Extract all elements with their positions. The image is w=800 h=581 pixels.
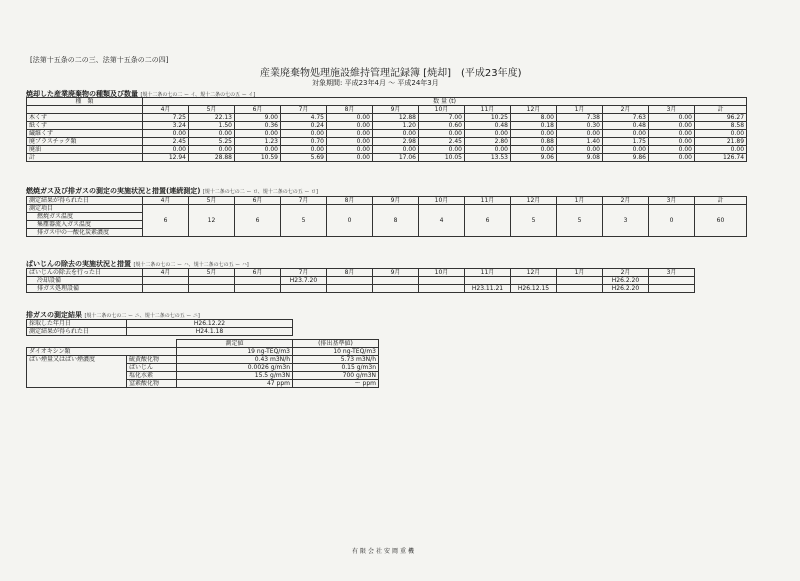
combustion-section-title xyxy=(26,186,318,196)
month-header: 8月 xyxy=(327,197,373,205)
waste-qty-cell: 0.00 xyxy=(327,114,373,122)
dust-date-cell xyxy=(557,285,603,293)
dust-date-cell: H23.7.20 xyxy=(281,277,327,285)
waste-type-name: 廃プラスチック類 xyxy=(27,138,143,146)
dust-title-text: ばいじんの除去の実施状況と措置 xyxy=(26,260,131,268)
target-period: 対象期間: 平成23年4月 ～ 平成24年3月 xyxy=(312,79,439,87)
waste-qty-cell: 7.38 xyxy=(557,114,603,122)
waste-qty-cell: 0.00 xyxy=(557,130,603,138)
waste-qty-cell: 0.00 xyxy=(603,146,649,154)
month-header: 5月 xyxy=(189,197,235,205)
waste-qty-cell: 2.80 xyxy=(465,138,511,146)
month-header: 11月 xyxy=(465,197,511,205)
month-header: 4月 xyxy=(143,197,189,205)
waste-qty-cell: 0.00 xyxy=(465,146,511,154)
waste-qty-cell: 0.00 xyxy=(419,146,465,154)
dust-date-cell xyxy=(143,277,189,285)
dust-date-cell xyxy=(327,285,373,293)
waste-qty-cell: 0.00 xyxy=(235,146,281,154)
month-header: 11月 xyxy=(465,269,511,277)
waste-qty-cell: 0.48 xyxy=(603,122,649,130)
waste-qty-cell: 0.00 xyxy=(189,146,235,154)
dust-date-cell xyxy=(649,277,695,285)
dust-date-cell xyxy=(419,285,465,293)
dust-date-cell xyxy=(649,285,695,293)
waste-title-text: 焼却した産業廃棄物の種類及び数量 xyxy=(26,90,138,98)
waste-qty-cell: 1.20 xyxy=(373,122,419,130)
month-header: 4月 xyxy=(143,269,189,277)
dust-date-cell xyxy=(189,277,235,285)
waste-qty-cell: 0.00 xyxy=(373,146,419,154)
waste-qty-cell: 0.00 xyxy=(649,154,695,162)
waste-qty-cell: 9.00 xyxy=(235,114,281,122)
measurement-count-cell: 8 xyxy=(373,205,419,237)
measurement-count-cell: 3 xyxy=(603,205,649,237)
waste-qty-cell: 1.40 xyxy=(557,138,603,146)
month-header: 9月 xyxy=(373,269,419,277)
waste-qty-cell: 2.98 xyxy=(373,138,419,146)
dust-date-cell: H26.12.15 xyxy=(511,285,557,293)
table-row xyxy=(27,356,379,364)
waste-qty-cell: 8.00 xyxy=(511,114,557,122)
waste-qty-cell: 0.00 xyxy=(603,130,649,138)
page-title: 産業廃棄物処理施設維持管理記録簿 [焼却] (平成23年度) xyxy=(260,68,522,79)
waste-qty-cell: 1.75 xyxy=(603,138,649,146)
waste-qty-cell: 1.50 xyxy=(189,122,235,130)
waste-qty-cell: 0.00 xyxy=(327,138,373,146)
waste-type-name: 木くず xyxy=(27,114,143,122)
waste-total-cell: 21.89 xyxy=(695,138,747,146)
waste-qty-cell: 0.00 xyxy=(235,130,281,138)
measurement-item-dust-collector-temp: 集塵器流入ガス温度 xyxy=(27,221,143,229)
exhaust-dates-table xyxy=(26,319,293,336)
waste-qty-cell: 17.06 xyxy=(373,154,419,162)
waste-qty-cell: 0.00 xyxy=(649,146,695,154)
measurement-count-cell: 12 xyxy=(189,205,235,237)
month-header: 6月 xyxy=(235,197,281,205)
dust-date-cell: H23.11.21 xyxy=(465,285,511,293)
waste-qty-cell: 2.45 xyxy=(419,138,465,146)
waste-qty-cell: 1.23 xyxy=(235,138,281,146)
waste-qty-cell: 5.69 xyxy=(281,154,327,162)
month-header: 8月 xyxy=(327,106,373,114)
month-header: 1月 xyxy=(557,269,603,277)
month-header: 3月 xyxy=(649,269,695,277)
waste-qty-cell: 0.36 xyxy=(235,122,281,130)
waste-qty-cell: 0.30 xyxy=(557,122,603,130)
waste-qty-cell: 22.13 xyxy=(189,114,235,122)
table-row xyxy=(27,122,747,130)
waste-type-name: 紙くず xyxy=(27,122,143,130)
qty-header: 数 量 (t) xyxy=(143,98,747,106)
waste-qty-cell: 28.88 xyxy=(189,154,235,162)
table-row xyxy=(27,154,747,162)
measurement-item-combustion-temp: 燃焼ガス温度 xyxy=(27,213,143,221)
dust-date-cell xyxy=(511,277,557,285)
waste-qty-cell: 0.00 xyxy=(511,146,557,154)
dust-equipment-name: 排ガス処理設備 xyxy=(27,285,143,293)
combustion-title-text: 燃焼ガス及び排ガスの測定の実施状況と措置(連続測定) xyxy=(26,187,201,195)
table-row xyxy=(27,114,747,122)
month-header: 7月 xyxy=(281,197,327,205)
smoke-measured: 0.43 m3N/h xyxy=(177,356,293,364)
measurement-count-total: 60 xyxy=(695,205,747,237)
month-header: 5月 xyxy=(189,106,235,114)
dust-date-cell xyxy=(235,277,281,285)
month-header: 12月 xyxy=(511,269,557,277)
dust-date-cell xyxy=(373,285,419,293)
smoke-measured: 47 ppm xyxy=(177,380,293,388)
waste-qty-cell: 9.06 xyxy=(511,154,557,162)
waste-qty-cell: 0.00 xyxy=(189,130,235,138)
month-header: 10月 xyxy=(419,269,465,277)
dust-date-cell: H26.2.20 xyxy=(603,285,649,293)
dust-date-cell xyxy=(465,277,511,285)
month-header: 5月 xyxy=(189,269,235,277)
dust-date-cell xyxy=(327,277,373,285)
measurement-count-cell: 5 xyxy=(281,205,327,237)
exhaust-results-table xyxy=(26,339,379,388)
month-header: 8月 xyxy=(327,269,373,277)
month-header: 7月 xyxy=(281,106,327,114)
waste-title-sub: [規十二条の七の二 ー イ、規十二条の七の五 ー イ] xyxy=(140,92,256,98)
table-row xyxy=(27,130,747,138)
waste-qty-cell: 7.63 xyxy=(603,114,649,122)
dust-date-cell xyxy=(235,285,281,293)
smoke-item-name: 塩化水素 xyxy=(127,372,177,380)
waste-qty-cell: 0.00 xyxy=(327,154,373,162)
waste-qty-cell: 12.88 xyxy=(373,114,419,122)
waste-total-cell: 0.00 xyxy=(695,130,747,138)
waste-qty-cell: 0.48 xyxy=(465,122,511,130)
table-row xyxy=(27,138,747,146)
waste-qty-cell: 0.00 xyxy=(143,146,189,154)
dust-date-cell xyxy=(557,277,603,285)
waste-qty-cell: 10.59 xyxy=(235,154,281,162)
smoke-standard: 5.73 m3N/h xyxy=(293,356,379,364)
law-reference: [法第十五条の二の三、法第十五条の二の四] xyxy=(30,56,169,64)
dust-header-label: ばいじんの除去を行った日 xyxy=(27,269,143,277)
type-header: 種 類 xyxy=(27,98,143,106)
waste-total-cell: 96.27 xyxy=(695,114,747,122)
waste-qty-cell: 0.00 xyxy=(281,146,327,154)
measurement-item-header: 測定項目 xyxy=(27,205,143,213)
sampled-date-value: H26.12.22 xyxy=(127,320,293,328)
waste-qty-cell: 0.00 xyxy=(557,146,603,154)
month-header: 6月 xyxy=(235,106,281,114)
waste-qty-cell: 0.00 xyxy=(327,146,373,154)
month-header: 4月 xyxy=(143,106,189,114)
company-name: 有限会社安岡重機 xyxy=(352,548,417,555)
waste-qty-cell: 0.00 xyxy=(419,130,465,138)
result-date-value: H24.1.18 xyxy=(127,328,293,336)
measurement-count-cell: 0 xyxy=(327,205,373,237)
month-header: 1月 xyxy=(557,197,603,205)
waste-type-name: 廃油 xyxy=(27,146,143,154)
waste-qty-cell: 9.86 xyxy=(603,154,649,162)
month-header: 7月 xyxy=(281,269,327,277)
month-header: 3月 xyxy=(649,106,695,114)
measurement-count-cell: 4 xyxy=(419,205,465,237)
waste-qty-cell: 0.00 xyxy=(373,130,419,138)
total-header: 計 xyxy=(695,197,747,205)
waste-qty-cell: 0.88 xyxy=(511,138,557,146)
month-header: 1月 xyxy=(557,106,603,114)
dioxin-label: ダイオキシン類 xyxy=(27,348,177,356)
waste-total-cell: 8.58 xyxy=(695,122,747,130)
dust-date-cell: H26.2.20 xyxy=(603,277,649,285)
total-header: 計 xyxy=(695,106,747,114)
smoke-item-name: 窒素酸化物 xyxy=(127,380,177,388)
waste-qty-cell: 0.00 xyxy=(465,130,511,138)
waste-qty-cell: 7.25 xyxy=(143,114,189,122)
waste-qty-cell: 0.00 xyxy=(649,122,695,130)
exhaust-title-text: 排ガスの測定結果 xyxy=(26,311,82,319)
month-header: 9月 xyxy=(373,197,419,205)
dust-table xyxy=(26,268,695,293)
table-row xyxy=(27,146,747,154)
waste-qty-cell: 0.00 xyxy=(327,130,373,138)
waste-total-cell: 0.00 xyxy=(695,146,747,154)
dioxin-measured: 19 ng-TEQ/m3 xyxy=(177,348,293,356)
measurement-count-cell: 6 xyxy=(143,205,189,237)
dust-date-cell xyxy=(419,277,465,285)
smoke-standard: 0.15 g/m3n xyxy=(293,364,379,372)
month-header: 11月 xyxy=(465,106,511,114)
waste-qty-cell: 0.18 xyxy=(511,122,557,130)
exhaust-title-sub: [規十二条の七の二 ー ニ、規十二条の七の五 ー ニ] xyxy=(84,313,200,319)
waste-qty-cell: 5.25 xyxy=(189,138,235,146)
measurement-count-cell: 5 xyxy=(557,205,603,237)
smoke-label: ばい煙量又はばい煙濃度 xyxy=(27,356,127,388)
month-header-blank xyxy=(27,106,143,114)
waste-qty-cell: 0.24 xyxy=(281,122,327,130)
month-header: 2月 xyxy=(603,269,649,277)
measured-col-header: 測定値 xyxy=(177,340,293,348)
measurement-count-cell: 6 xyxy=(235,205,281,237)
waste-qty-cell: 13.53 xyxy=(465,154,511,162)
month-header: 12月 xyxy=(511,197,557,205)
month-header: 9月 xyxy=(373,106,419,114)
waste-qty-cell: 0.70 xyxy=(281,138,327,146)
dust-date-cell xyxy=(281,285,327,293)
dust-date-cell xyxy=(373,277,419,285)
dust-equipment-name: 冷却設備 xyxy=(27,277,143,285)
result-date-label: 測定結果が得られた日 xyxy=(27,328,127,336)
waste-qty-cell: 12.94 xyxy=(143,154,189,162)
month-header: 10月 xyxy=(419,197,465,205)
measurement-count-cell: 6 xyxy=(465,205,511,237)
waste-qty-cell: 0.00 xyxy=(649,130,695,138)
smoke-measured: 0.0026 g/m3n xyxy=(177,364,293,372)
month-header: 2月 xyxy=(603,197,649,205)
waste-qty-cell: 7.00 xyxy=(419,114,465,122)
waste-total-cell: 126.74 xyxy=(695,154,747,162)
waste-qty-cell: 2.45 xyxy=(143,138,189,146)
waste-qty-cell: 10.25 xyxy=(465,114,511,122)
month-header: 3月 xyxy=(649,197,695,205)
waste-qty-cell: 0.00 xyxy=(649,114,695,122)
smoke-standard: 700 g/m3N xyxy=(293,372,379,380)
table-row xyxy=(27,277,695,285)
smoke-standard: ー ppm xyxy=(293,380,379,388)
waste-type-name: 計 xyxy=(27,154,143,162)
measurement-count-cell: 5 xyxy=(511,205,557,237)
waste-qty-cell: 0.00 xyxy=(281,130,327,138)
waste-qty-cell: 4.75 xyxy=(281,114,327,122)
dust-date-cell xyxy=(189,285,235,293)
waste-qty-cell: 3.24 xyxy=(143,122,189,130)
month-header: 6月 xyxy=(235,269,281,277)
dioxin-standard: 10 ng-TEQ/m3 xyxy=(293,348,379,356)
waste-qty-cell: 0.00 xyxy=(511,130,557,138)
dust-title-sub: [規十二条の七の二 ー ハ、規十二条の七の五 ー ハ] xyxy=(133,262,249,268)
smoke-item-name: ばいじん xyxy=(127,364,177,372)
waste-table xyxy=(26,97,747,162)
measurement-item-co-concentration: 排ガス中の一酸化炭素濃度 xyxy=(27,229,143,237)
month-header: 12月 xyxy=(511,106,557,114)
combustion-table xyxy=(26,196,747,237)
waste-qty-cell: 0.00 xyxy=(649,138,695,146)
waste-qty-cell: 0.00 xyxy=(327,122,373,130)
sampled-date-label: 採取した年月日 xyxy=(27,320,127,328)
combustion-title-sub: [規十二条の七の二 ー ロ、規十二条の七の五 ー ロ] xyxy=(202,189,318,195)
waste-qty-cell: 9.08 xyxy=(557,154,603,162)
measurement-count-cell: 0 xyxy=(649,205,695,237)
table-row xyxy=(27,285,695,293)
waste-qty-cell: 0.60 xyxy=(419,122,465,130)
combustion-header-label: 測定結果が得られた日 xyxy=(27,197,143,205)
smoke-measured: 15.5 g/m3N xyxy=(177,372,293,380)
month-header: 10月 xyxy=(419,106,465,114)
waste-qty-cell: 0.00 xyxy=(143,130,189,138)
month-header: 2月 xyxy=(603,106,649,114)
standard-col-header: (排出基準値) xyxy=(293,340,379,348)
dust-date-cell xyxy=(143,285,189,293)
waste-type-name: 繊維くず xyxy=(27,130,143,138)
waste-qty-cell: 10.05 xyxy=(419,154,465,162)
smoke-item-name: 硫黄酸化物 xyxy=(127,356,177,364)
